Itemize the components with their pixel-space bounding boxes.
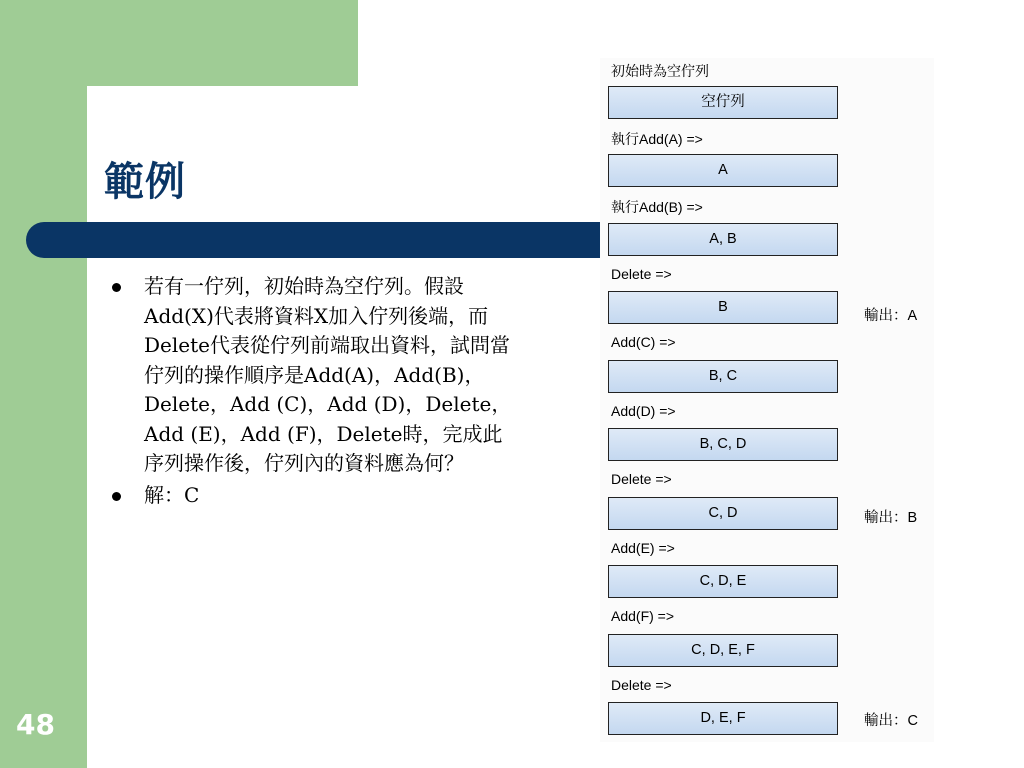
queue-state-box: B xyxy=(608,291,838,324)
bullet-question: 若有一佇列，初始時為空佇列。假設Add(X)代表將資料X加入佇列後端，而Delete代表從佇列前端取出資料，試問當佇列的操作順序是Add(A)，Add(B)，Delete，Add (C)，Add (D)，Delete，Add (E)，Add (F)，Delete時，完成此序列操作後，佇列內的資料應為何？ xyxy=(110,272,520,479)
step-label: Add(E) => xyxy=(611,540,675,556)
output-label: 輸出：A xyxy=(864,308,918,324)
queue-state-box: C, D, E xyxy=(608,565,838,598)
step-label: Add(F) => xyxy=(611,608,675,624)
title-underline-bar xyxy=(26,222,666,258)
queue-state-box: C, D xyxy=(608,497,838,530)
queue-state-box: 空佇列 xyxy=(608,86,838,119)
sidebar-accent xyxy=(0,0,87,768)
queue-state-box: B, C xyxy=(608,360,838,393)
queue-state-box: B, C, D xyxy=(608,428,838,461)
step-label: Delete => xyxy=(611,471,672,487)
page-number: 48 xyxy=(16,708,55,741)
queue-diagram xyxy=(600,58,934,742)
bullet-answer: 解：C xyxy=(110,481,520,511)
queue-state-box: A, B xyxy=(608,223,838,256)
output-label: 輸出：B xyxy=(864,510,918,526)
queue-state-box: D, E, F xyxy=(608,702,838,735)
queue-state-box: A xyxy=(608,154,838,187)
step-label: 執行Add(B) => xyxy=(611,199,703,215)
step-label: Add(D) => xyxy=(611,403,676,419)
header-accent xyxy=(0,0,358,86)
bullet-list xyxy=(110,272,520,510)
step-label: Add(C) => xyxy=(611,334,676,350)
step-label: 初始時為空佇列 xyxy=(611,63,709,79)
step-label: 執行Add(A) => xyxy=(611,131,703,147)
page-title: 範例 xyxy=(104,158,186,205)
step-label: Delete => xyxy=(611,677,672,693)
step-label: Delete => xyxy=(611,266,672,282)
queue-state-box: C, D, E, F xyxy=(608,634,838,667)
output-label: 輸出：C xyxy=(864,713,918,729)
